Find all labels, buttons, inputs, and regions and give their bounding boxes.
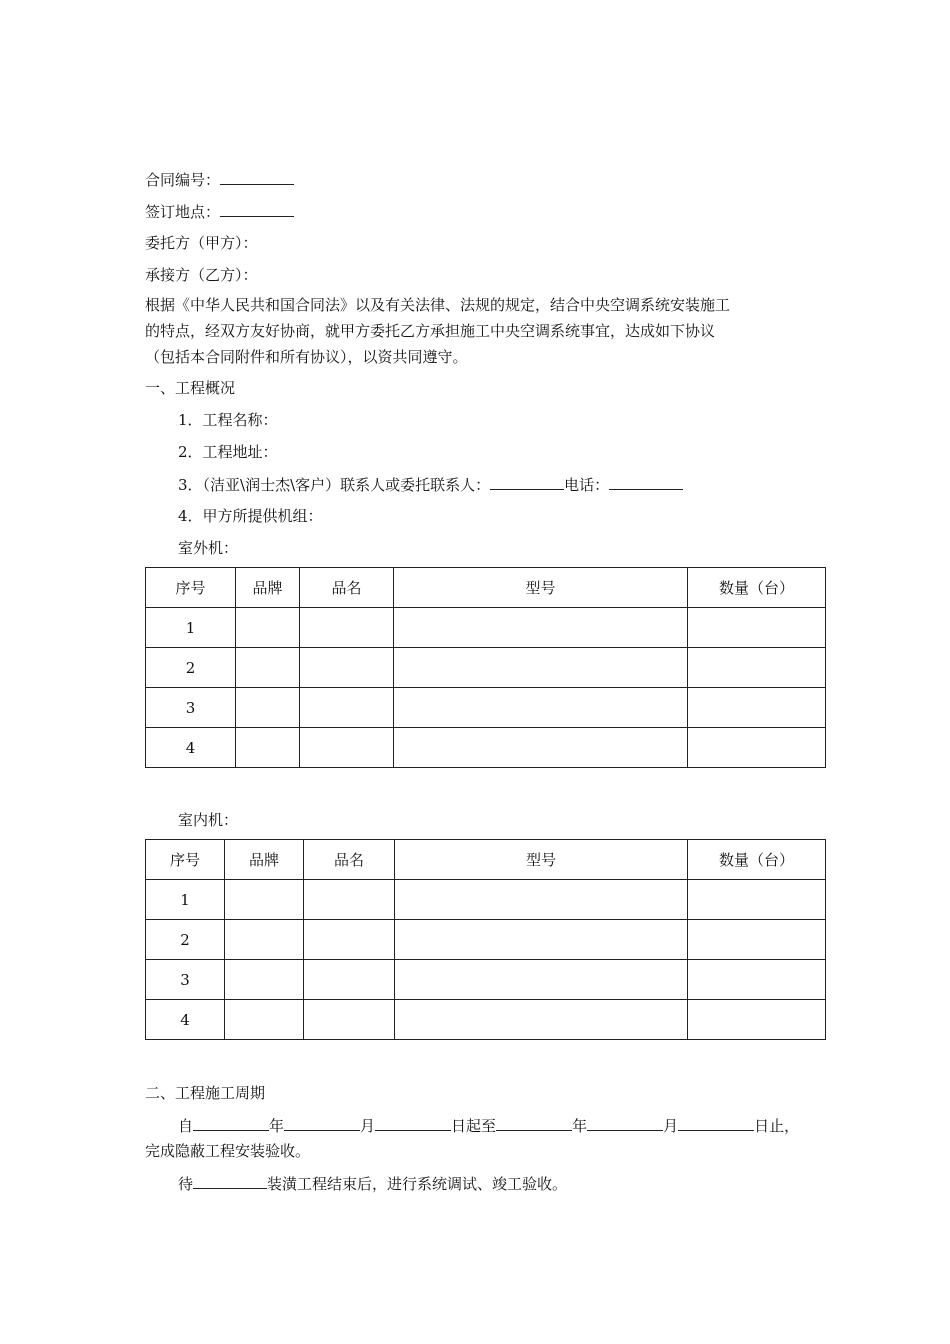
table-row [146, 648, 826, 688]
col-header-brand: 品牌 [225, 840, 304, 880]
sign-place-label: 签订地点： [145, 203, 221, 221]
col-header-index: 序号 [146, 568, 236, 608]
model-cell[interactable] [395, 1000, 688, 1040]
product-cell[interactable] [304, 880, 395, 920]
acceptance-line [178, 1172, 567, 1195]
model-cell[interactable] [395, 920, 688, 960]
schedule-line [178, 1114, 799, 1137]
project-name-label: 1．工程名称： [178, 411, 278, 429]
phone-label: 电话： [564, 476, 610, 494]
table-row [146, 688, 826, 728]
col-header-brand: 品牌 [236, 568, 300, 608]
model-cell[interactable] [394, 688, 688, 728]
party-b-label: 承接方（乙方）： [145, 266, 258, 284]
start-month-blank[interactable] [284, 1114, 360, 1131]
table-row [146, 1000, 826, 1040]
sign-place-blank[interactable] [220, 200, 294, 217]
outdoor-unit-table [145, 567, 826, 768]
contact-label: 3．（洁亚\润士杰\客户）联系人或委托联系人： [178, 476, 491, 494]
day-end-label: 日止， [754, 1117, 800, 1135]
product-cell[interactable] [304, 920, 395, 960]
col-header-quantity: 数量（台） [688, 840, 826, 880]
quantity-cell[interactable] [688, 880, 826, 920]
col-header-model: 型号 [394, 568, 688, 608]
table-header-row [146, 840, 826, 880]
intro-line-3: （包括本合同附件和所有协议），以资共同遵守。 [145, 348, 468, 366]
col-header-product: 品名 [300, 568, 394, 608]
col-header-index: 序号 [146, 840, 225, 880]
quantity-cell[interactable] [688, 728, 826, 768]
year-label: 年 [269, 1117, 285, 1135]
row-index: 1 [146, 880, 225, 920]
units-label: 4．甲方所提供机组： [178, 507, 323, 525]
end-month-blank[interactable] [587, 1114, 663, 1131]
wait-label: 待 [178, 1175, 194, 1193]
model-cell[interactable] [395, 960, 688, 1000]
table-row [146, 960, 826, 1000]
row-index: 3 [146, 960, 225, 1000]
model-cell[interactable] [394, 648, 688, 688]
month-label: 月 [360, 1117, 376, 1135]
section-2-title: 二、工程施工周期 [145, 1084, 266, 1102]
row-index: 4 [146, 728, 236, 768]
concealed-work-line: 完成隐蔽工程安装验收。 [145, 1142, 311, 1160]
contract-number-blank[interactable] [220, 168, 294, 185]
contract-number-label: 合同编号： [145, 171, 221, 189]
table-row [146, 880, 826, 920]
quantity-cell[interactable] [688, 688, 826, 728]
acceptance-text: 装潢工程结束后，进行系统调试、竣工验收。 [267, 1175, 568, 1193]
row-index: 3 [146, 688, 236, 728]
end-day-blank[interactable] [678, 1114, 754, 1131]
contact-line [178, 473, 683, 496]
product-cell[interactable] [304, 1000, 395, 1040]
intro-line-1: 根据《中华人民共和国合同法》以及有关法律、法规的规定，结合中央空调系统安装施工 [145, 296, 731, 314]
row-index: 2 [146, 648, 236, 688]
row-index: 2 [146, 920, 225, 960]
product-cell[interactable] [300, 728, 394, 768]
table-header-row [146, 568, 826, 608]
brand-cell[interactable] [236, 648, 300, 688]
model-cell[interactable] [394, 728, 688, 768]
col-header-quantity: 数量（台） [688, 568, 826, 608]
project-address-label: 2．工程地址： [178, 443, 278, 461]
year-label-2: 年 [572, 1117, 588, 1135]
sign-place-line [145, 200, 294, 223]
brand-cell[interactable] [225, 880, 304, 920]
start-year-blank[interactable] [193, 1114, 269, 1131]
quantity-cell[interactable] [688, 648, 826, 688]
table-row [146, 728, 826, 768]
section-1-title: 一、工程概况 [145, 379, 236, 397]
table-row [146, 920, 826, 960]
outdoor-unit-label: 室外机： [178, 539, 239, 557]
brand-cell[interactable] [236, 728, 300, 768]
intro-line-2: 的特点，经双方友好协商，就甲方委托乙方承担施工中央空调系统事宜，达成如下协议 [145, 322, 716, 340]
day-from-label: 日起至 [451, 1117, 497, 1135]
model-cell[interactable] [394, 608, 688, 648]
product-cell[interactable] [304, 960, 395, 1000]
brand-cell[interactable] [236, 688, 300, 728]
quantity-cell[interactable] [688, 608, 826, 648]
brand-cell[interactable] [225, 1000, 304, 1040]
contact-blank[interactable] [490, 473, 564, 490]
wait-blank[interactable] [193, 1172, 267, 1189]
contract-number-line [145, 168, 294, 191]
quantity-cell[interactable] [688, 1000, 826, 1040]
row-index: 1 [146, 608, 236, 648]
product-cell[interactable] [300, 648, 394, 688]
row-index: 4 [146, 1000, 225, 1040]
brand-cell[interactable] [236, 608, 300, 648]
product-cell[interactable] [300, 688, 394, 728]
model-cell[interactable] [395, 880, 688, 920]
table-row [146, 608, 826, 648]
col-header-product: 品名 [304, 840, 395, 880]
brand-cell[interactable] [225, 960, 304, 1000]
end-year-blank[interactable] [496, 1114, 572, 1131]
product-cell[interactable] [300, 608, 394, 648]
col-header-model: 型号 [395, 840, 688, 880]
indoor-unit-table [145, 839, 826, 1040]
brand-cell[interactable] [225, 920, 304, 960]
month-label-2: 月 [663, 1117, 679, 1135]
indoor-unit-label: 室内机： [178, 811, 239, 829]
quantity-cell[interactable] [688, 960, 826, 1000]
party-a-label: 委托方（甲方）： [145, 234, 258, 252]
from-label: 自 [178, 1117, 194, 1135]
start-day-blank[interactable] [375, 1114, 451, 1131]
phone-blank[interactable] [609, 473, 683, 490]
quantity-cell[interactable] [688, 920, 826, 960]
